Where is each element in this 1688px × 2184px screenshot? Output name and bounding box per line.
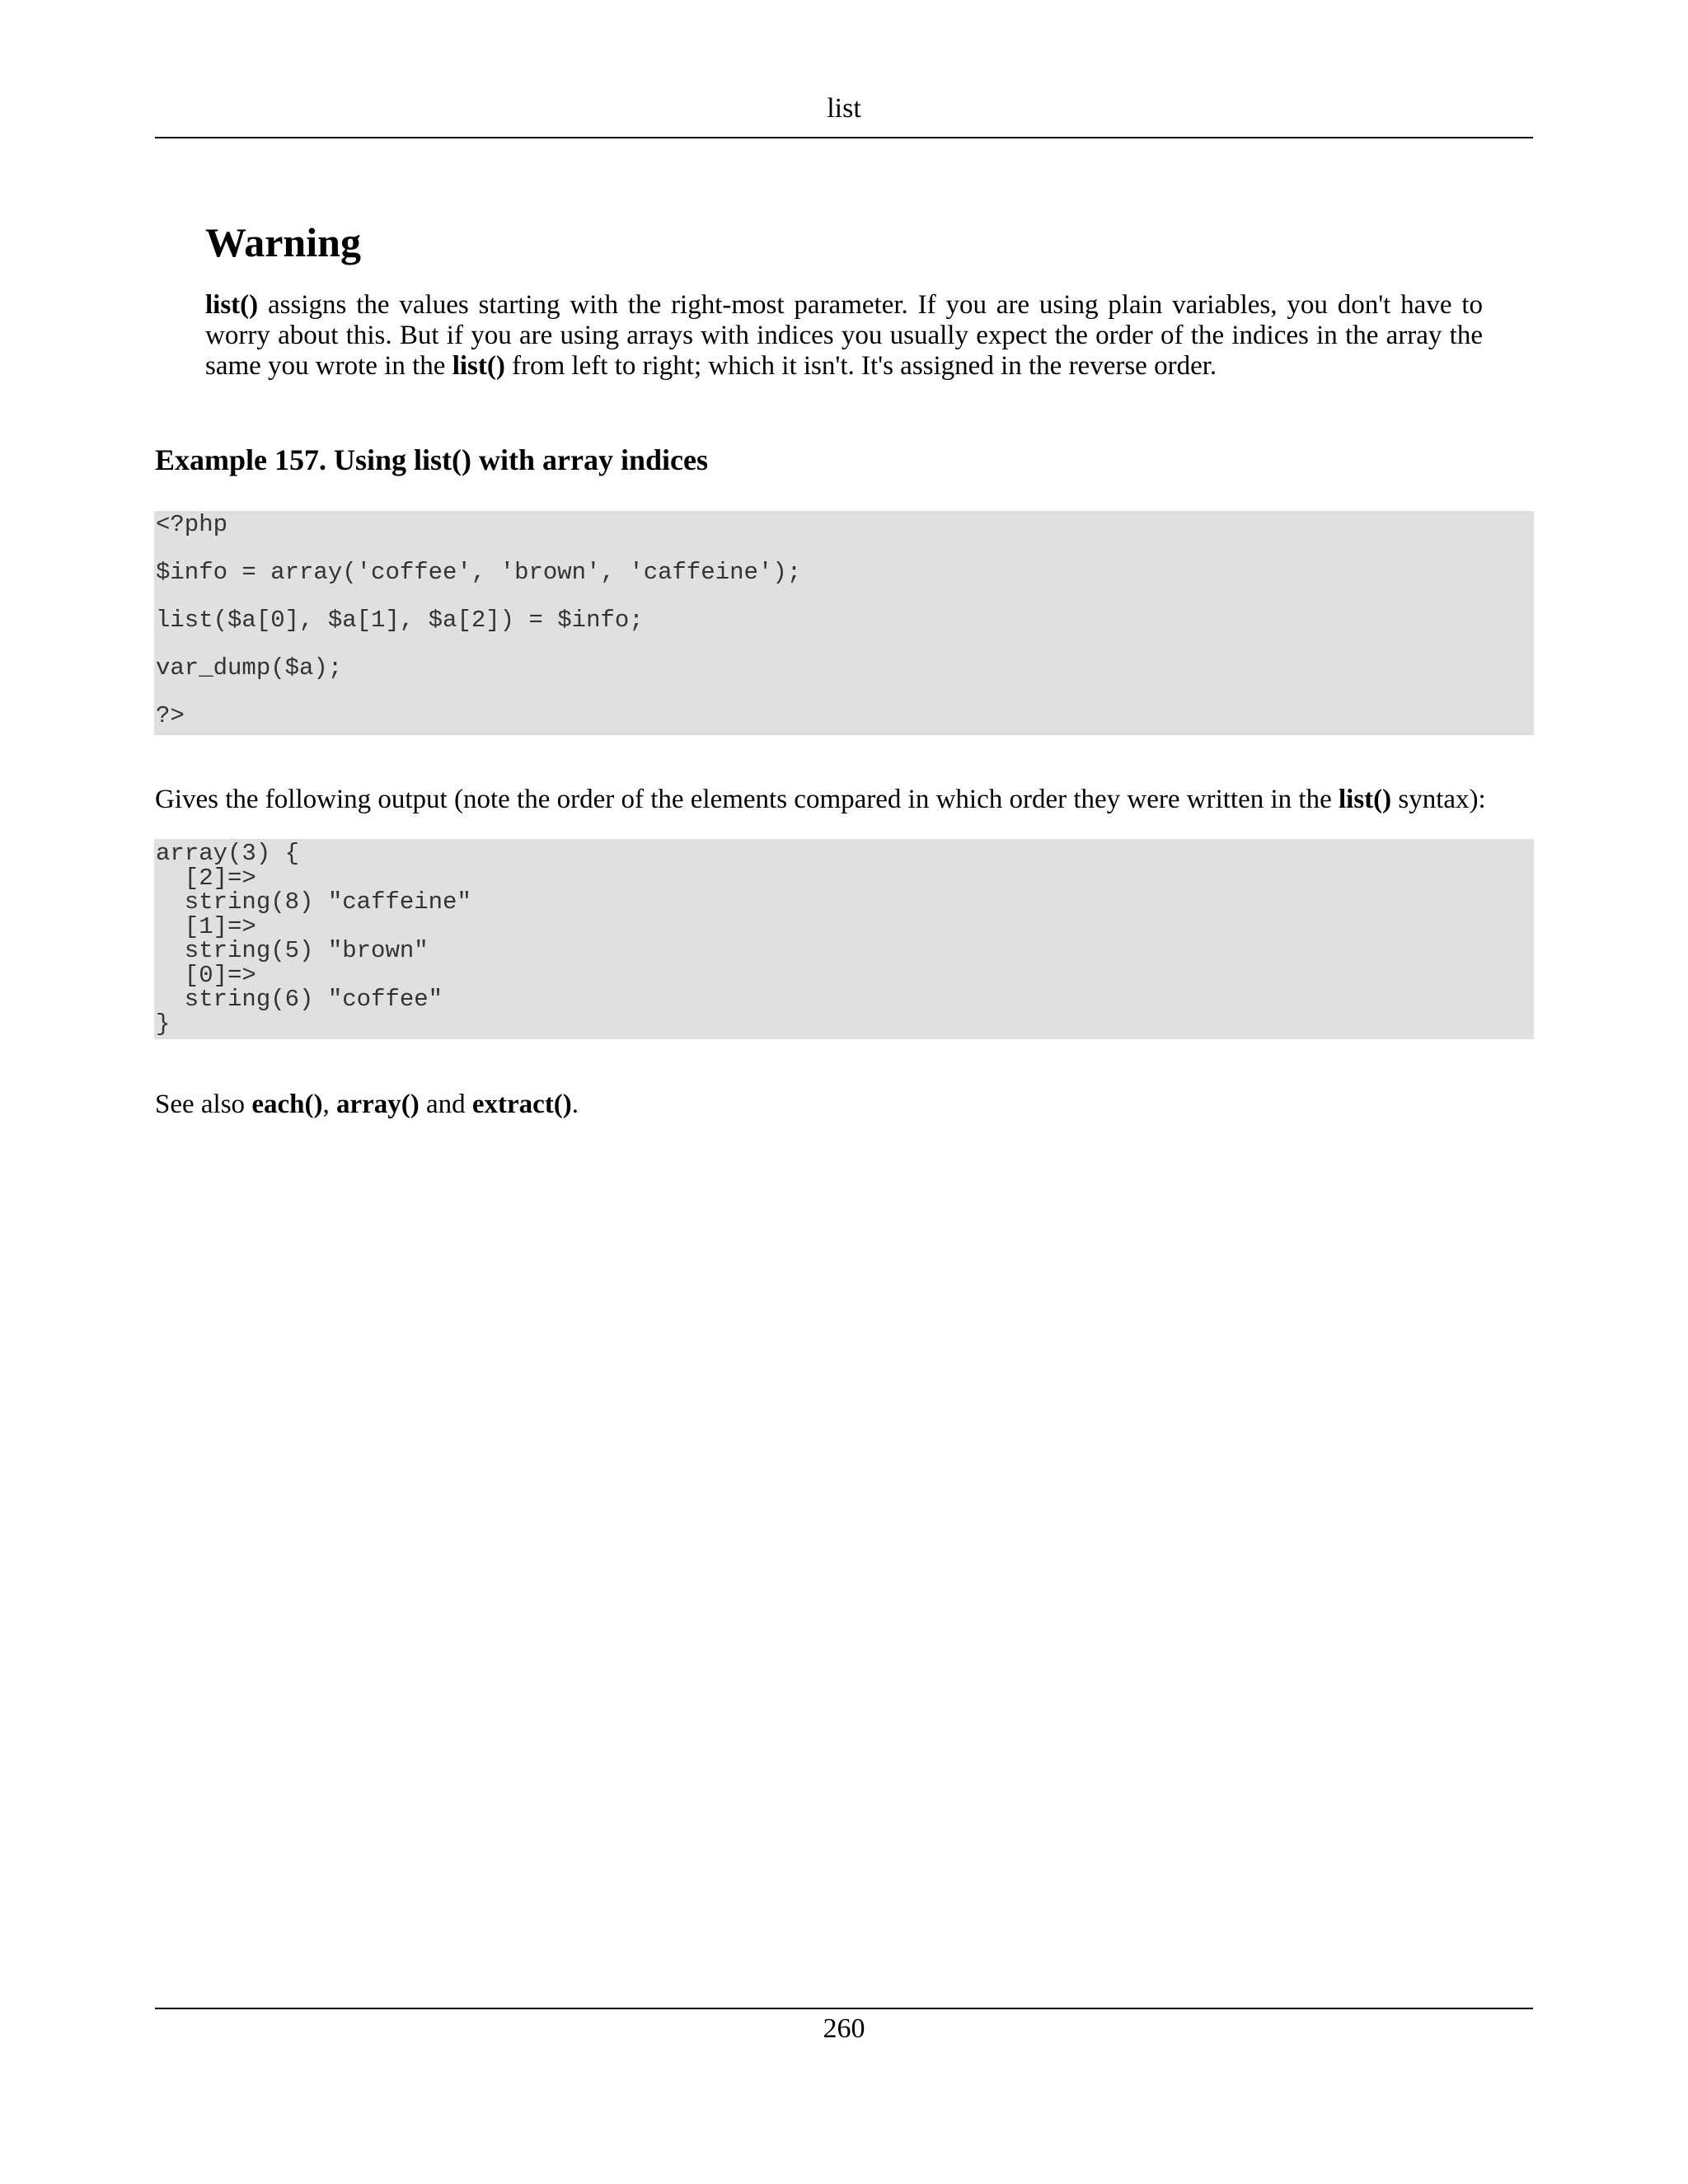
code-line: list($a[0], $a[1], $a[2]) = $info; [156,607,644,634]
see-also-link-each: each() [251,1090,323,1119]
warning-title: Warning [205,219,361,265]
see-also: See also each(), array() and extract(). [155,1090,579,1119]
code-example [154,511,1534,735]
footer-rule [155,2008,1533,2009]
see-also-link-array: array() [335,1090,420,1119]
function-name: list() [1338,785,1392,814]
function-name: list() [452,351,505,381]
page-number: 260 [823,2013,865,2044]
example-title: Example 157. Using list() with array indices [155,443,708,476]
warning-text: list() assigns the values starting with the right-most parameter. If you are using plain variables, you don't have to worry about this. But if you are using arrays with indices you usually expect the order of the indices in the array the same you wrote in the list() from left to right; which it isn't. It's assigned in the reverse order. [205,290,1483,381]
function-name: list() [205,290,259,320]
code-output: array(3) { [2]=> string(8) "caffeine" [1]=> string(5) "brown" [0]=> string(6) "coffee" } [154,839,1534,1039]
code-line: var_dump($a); [156,654,343,682]
code-line: $info = array('coffee', 'brown', 'caffeine'); [156,559,802,586]
running-header: list [827,93,861,124]
see-also-link-extract: extract() [471,1090,572,1119]
code-line: <?php [156,511,228,538]
header-rule [155,137,1533,138]
code-line: ?> [156,702,185,729]
output-intro: Gives the following output (note the order of the elements compared in which order they were written in the list() syntax): [155,785,1486,814]
